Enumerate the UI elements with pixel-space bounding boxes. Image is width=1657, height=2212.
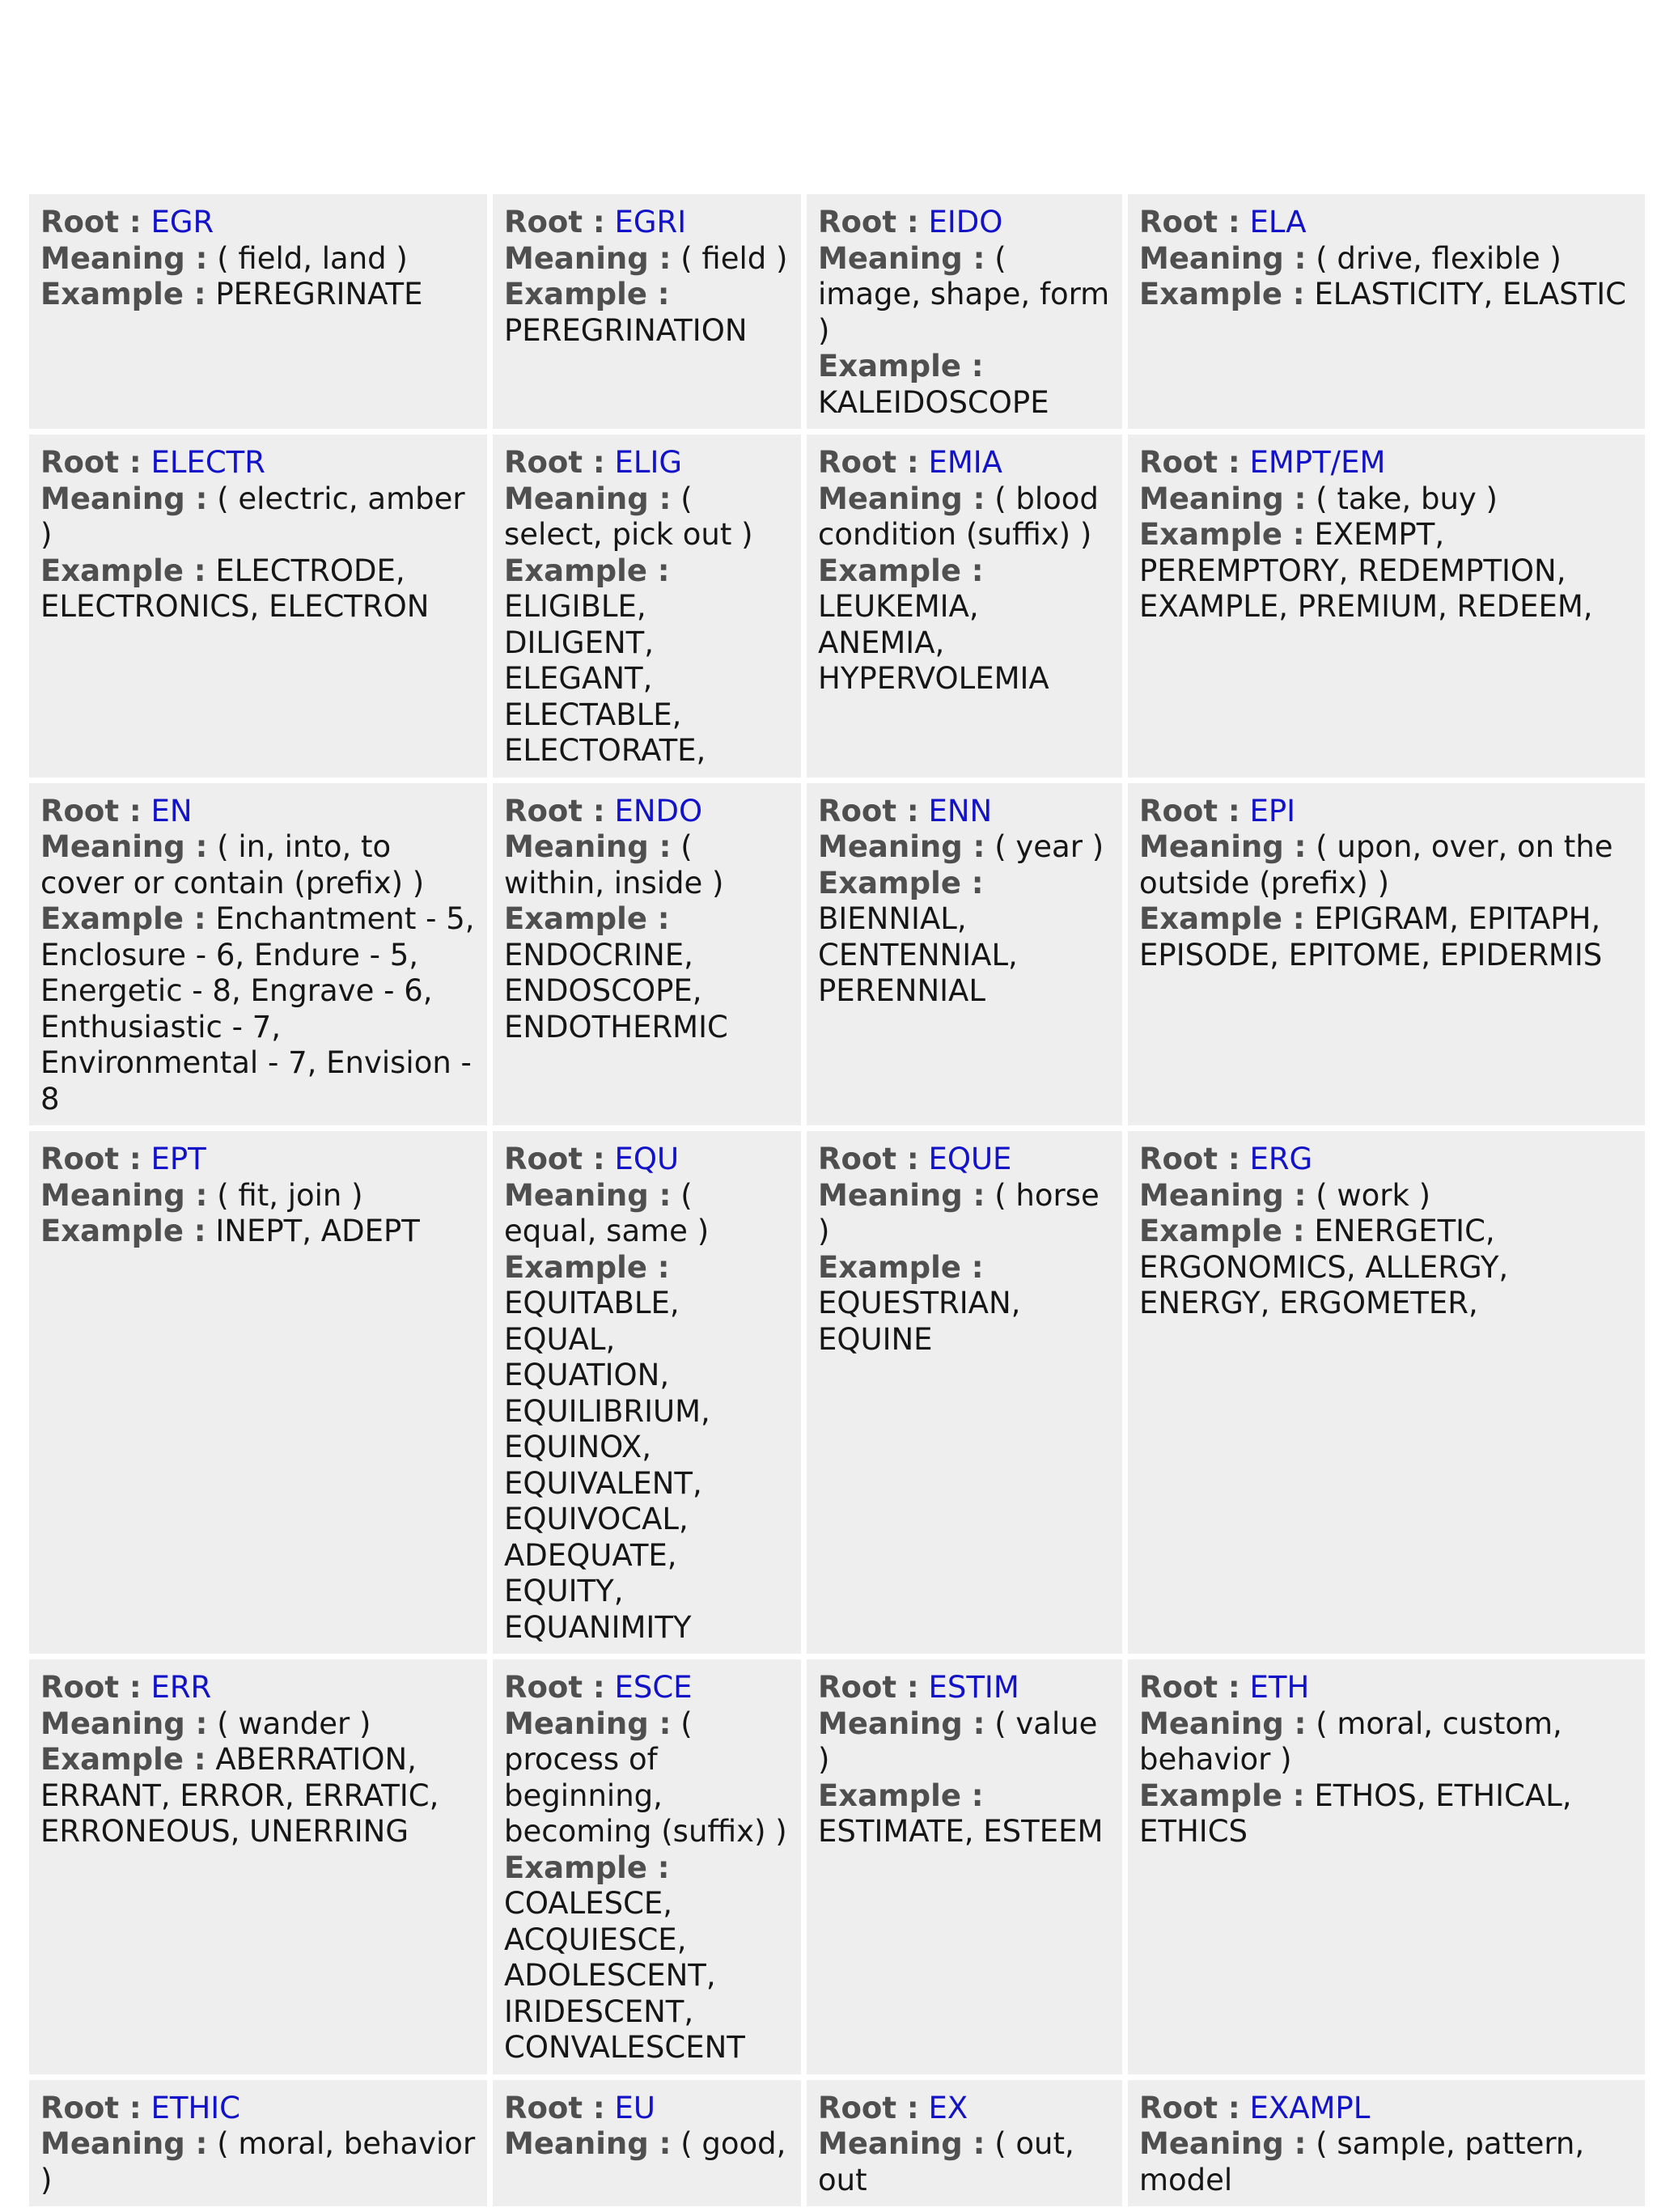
meaning-label: Meaning :: [1139, 829, 1307, 864]
example-label: Example :: [504, 277, 670, 311]
example-label: Example :: [1139, 1778, 1305, 1813]
meaning-value: ( good,: [680, 2126, 786, 2161]
example-label: Example :: [40, 1742, 206, 1777]
example-value: EXEMPT, PEREMPTORY, REDEMPTION, EXAMPLE, PREMIUM, REDEEM,: [1139, 517, 1593, 624]
meaning-value: ( take, buy ): [1316, 481, 1498, 516]
example-value: COALESCE, ACQUIESCE, ADOLESCENT, IRIDESCENT, CONVALESCENT: [504, 1886, 745, 2065]
meaning-value: ( horse ): [818, 1177, 1100, 1248]
root-label: Root :: [504, 2090, 605, 2125]
example-value: EQUESTRIAN, EQUINE: [818, 1286, 1021, 1357]
root-label: Root :: [1139, 793, 1240, 828]
root-value: EIDO: [928, 205, 1003, 239]
meaning-label: Meaning :: [1139, 1706, 1307, 1741]
root-cell: [493, 783, 801, 1126]
meaning-value: ( work ): [1316, 1177, 1431, 1213]
root-cell: [807, 1131, 1122, 1654]
root-cell: [493, 2080, 801, 2207]
table-row: [29, 783, 1645, 1126]
root-label: Root :: [818, 1142, 919, 1176]
root-value: EPT: [150, 1142, 206, 1176]
example-label: Example :: [40, 901, 206, 936]
root-label: Root :: [40, 205, 142, 239]
root-value: EN: [150, 793, 193, 828]
root-label: Root :: [818, 205, 919, 239]
meaning-value: ( fit, join ): [217, 1177, 363, 1213]
meaning-label: Meaning :: [818, 481, 985, 516]
root-cell: [1128, 783, 1645, 1126]
root-value: ESTIM: [928, 1670, 1019, 1705]
roots-table: [23, 189, 1651, 2212]
meaning-value: ( image, shape, form ): [818, 240, 1110, 348]
root-cell: [493, 434, 801, 778]
root-value: EGR: [150, 205, 214, 239]
root-value: ELECTR: [150, 445, 265, 480]
meaning-label: Meaning :: [818, 240, 985, 276]
example-value: LEUKEMIA, ANEMIA, HYPERVOLEMIA: [818, 589, 1049, 696]
table-row: [29, 2080, 1645, 2207]
meaning-value: ( field ): [680, 240, 788, 276]
root-label: Root :: [818, 1670, 919, 1705]
root-cell: [1128, 1659, 1645, 2074]
meaning-label: Meaning :: [40, 1177, 208, 1213]
root-value: EQU: [614, 1142, 680, 1176]
example-label: Example :: [818, 349, 984, 383]
example-label: Example :: [40, 553, 206, 588]
root-cell: [29, 2080, 487, 2207]
root-value: EQUE: [928, 1142, 1012, 1176]
meaning-label: Meaning :: [40, 481, 208, 516]
root-value: ERG: [1249, 1142, 1313, 1176]
meaning-label: Meaning :: [1139, 240, 1307, 276]
root-label: Root :: [818, 2090, 919, 2125]
root-value: EXAMPL: [1249, 2090, 1371, 2125]
example-label: Example :: [818, 1249, 984, 1285]
meaning-label: Meaning :: [818, 2126, 985, 2161]
example-value: KALEIDOSCOPE: [818, 384, 1049, 420]
example-value: ABERRATION, ERRANT, ERROR, ERRATIC, ERRONEOUS, UNERRING: [40, 1742, 439, 1849]
example-label: Example :: [1139, 901, 1305, 936]
example-value: Enchantment - 5, Enclosure - 6, Endure - 5, Energetic - 8, Engrave - 6, Enthusiastic - 7, Environmental - 7, Envision - 8: [40, 901, 475, 1117]
meaning-label: Meaning :: [40, 1706, 208, 1741]
example-value: EQUITABLE, EQUAL, EQUATION, EQUILIBRIUM, EQUINOX, EQUIVALENT, EQUIVOCAL, ADEQUATE, EQUITY, EQUANIMITY: [504, 1286, 710, 1645]
root-cell: [1128, 1131, 1645, 1654]
root-cell: [807, 783, 1122, 1126]
meaning-label: Meaning :: [818, 1177, 985, 1213]
root-label: Root :: [818, 793, 919, 828]
table-row: [29, 1659, 1645, 2074]
root-label: Root :: [40, 2090, 142, 2125]
meaning-label: Meaning :: [504, 2126, 672, 2161]
table-row: [29, 434, 1645, 778]
example-label: Example :: [504, 1850, 670, 1885]
example-label: Example :: [818, 865, 984, 900]
meaning-label: Meaning :: [1139, 481, 1307, 516]
example-value: EPIGRAM, EPITAPH, EPISODE, EPITOME, EPIDERMIS: [1139, 901, 1603, 973]
example-label: Example :: [40, 277, 206, 311]
meaning-value: ( equal, same ): [504, 1177, 710, 1248]
example-value: PEREGRINATE: [215, 277, 423, 311]
meaning-value: ( sample, pattern, model: [1139, 2126, 1585, 2197]
meaning-value: ( within, inside ): [504, 829, 724, 900]
meaning-label: Meaning :: [504, 829, 672, 864]
root-value: ELIG: [614, 445, 683, 480]
root-cell: [807, 434, 1122, 778]
root-value: ENDO: [614, 793, 703, 828]
example-label: Example :: [504, 901, 670, 936]
root-label: Root :: [1139, 2090, 1240, 2125]
root-label: Root :: [504, 445, 605, 480]
example-value: ETHOS, ETHICAL, ETHICS: [1139, 1778, 1572, 1849]
root-cell: [29, 783, 487, 1126]
root-value: ERR: [150, 1670, 212, 1705]
example-value: PEREGRINATION: [504, 312, 748, 348]
root-label: Root :: [1139, 1670, 1240, 1705]
root-value: EPI: [1249, 793, 1296, 828]
root-value: EGRI: [614, 205, 687, 239]
root-cell: [807, 1659, 1122, 2074]
meaning-label: Meaning :: [504, 240, 672, 276]
meaning-label: Meaning :: [40, 2126, 208, 2161]
root-value: EMIA: [928, 445, 1002, 480]
root-label: Root :: [1139, 205, 1240, 239]
root-label: Root :: [818, 445, 919, 480]
meaning-value: ( electric, amber ): [40, 481, 465, 552]
meaning-value: ( value ): [818, 1706, 1098, 1777]
root-value: ETHIC: [150, 2090, 241, 2125]
example-value: ELASTICITY, ELASTIC: [1314, 277, 1626, 311]
meaning-label: Meaning :: [1139, 1177, 1307, 1213]
meaning-value: ( blood condition (suffix) ): [818, 481, 1099, 552]
root-cell: [29, 1659, 487, 2074]
example-value: ELECTRODE, ELECTRONICS, ELECTRON: [40, 553, 430, 624]
example-label: Example :: [1139, 277, 1305, 311]
root-value: ENN: [928, 793, 993, 828]
example-label: Example :: [818, 1778, 984, 1813]
example-label: Example :: [1139, 517, 1305, 552]
root-label: Root :: [504, 793, 605, 828]
meaning-label: Meaning :: [504, 1706, 672, 1741]
table-row: [29, 1131, 1645, 1654]
root-value: ELA: [1249, 205, 1307, 239]
meaning-value: ( out, out: [818, 2126, 1074, 2197]
meaning-label: Meaning :: [40, 240, 208, 276]
example-label: Example :: [818, 553, 984, 588]
example-value: ESTIMATE, ESTEEM: [818, 1814, 1104, 1849]
meaning-value: ( wander ): [217, 1706, 371, 1741]
root-label: Root :: [504, 205, 605, 239]
example-label: Example :: [40, 1214, 206, 1248]
root-cell: [493, 1131, 801, 1654]
meaning-value: ( moral, custom, behavior ): [1139, 1706, 1562, 1777]
meaning-label: Meaning :: [1139, 2126, 1307, 2161]
root-cell: [807, 194, 1122, 429]
table-row: [29, 194, 1645, 429]
example-value: ENERGETIC, ERGONOMICS, ALLERGY, ENERGY, ERGOMETER,: [1139, 1214, 1509, 1320]
meaning-value: ( moral, behavior ): [40, 2126, 476, 2197]
root-label: Root :: [40, 1670, 142, 1705]
root-cell: [807, 2080, 1122, 2207]
root-cell: [1128, 434, 1645, 778]
root-label: Root :: [40, 445, 142, 480]
meaning-value: ( select, pick out ): [504, 481, 753, 552]
root-cell: [493, 1659, 801, 2074]
root-value: ETH: [1249, 1670, 1310, 1705]
root-cell: [493, 194, 801, 429]
root-label: Root :: [504, 1142, 605, 1176]
root-cell: [1128, 2080, 1645, 2207]
example-value: ELIGIBLE, DILIGENT, ELEGANT, ELECTABLE, ELECTORATE,: [504, 589, 706, 768]
root-label: Root :: [40, 793, 142, 828]
example-value: ENDOCRINE, ENDOSCOPE, ENDOTHERMIC: [504, 937, 728, 1045]
meaning-label: Meaning :: [504, 1177, 672, 1213]
root-label: Root :: [504, 1670, 605, 1705]
root-cell: [29, 194, 487, 429]
meaning-value: ( field, land ): [217, 240, 408, 276]
root-label: Root :: [1139, 445, 1240, 480]
example-label: Example :: [504, 553, 670, 588]
meaning-value: ( upon, over, on the outside (prefix) ): [1139, 829, 1613, 900]
root-value: ESCE: [614, 1670, 693, 1705]
example-label: Example :: [504, 1249, 670, 1285]
root-value: EMPT/EM: [1249, 445, 1386, 480]
root-label: Root :: [1139, 1142, 1240, 1176]
example-value: BIENNIAL, CENTENNIAL, PERENNIAL: [818, 901, 1018, 1008]
root-cell: [29, 434, 487, 778]
meaning-value: ( process of beginning, becoming (suffix) ): [504, 1706, 787, 1849]
root-cell: [29, 1131, 487, 1654]
meaning-value: ( in, into, to cover or contain (prefix) ): [40, 829, 425, 900]
root-label: Root :: [40, 1142, 142, 1176]
example-label: Example :: [1139, 1214, 1305, 1248]
meaning-value: ( year ): [994, 829, 1104, 864]
root-value: EU: [614, 2090, 655, 2125]
root-cell: [1128, 194, 1645, 429]
meaning-label: Meaning :: [504, 481, 672, 516]
root-value: EX: [928, 2090, 968, 2125]
meaning-label: Meaning :: [818, 829, 985, 864]
meaning-label: Meaning :: [818, 1706, 985, 1741]
example-value: INEPT, ADEPT: [215, 1214, 420, 1248]
meaning-label: Meaning :: [40, 829, 208, 864]
meaning-value: ( drive, flexible ): [1316, 240, 1562, 276]
